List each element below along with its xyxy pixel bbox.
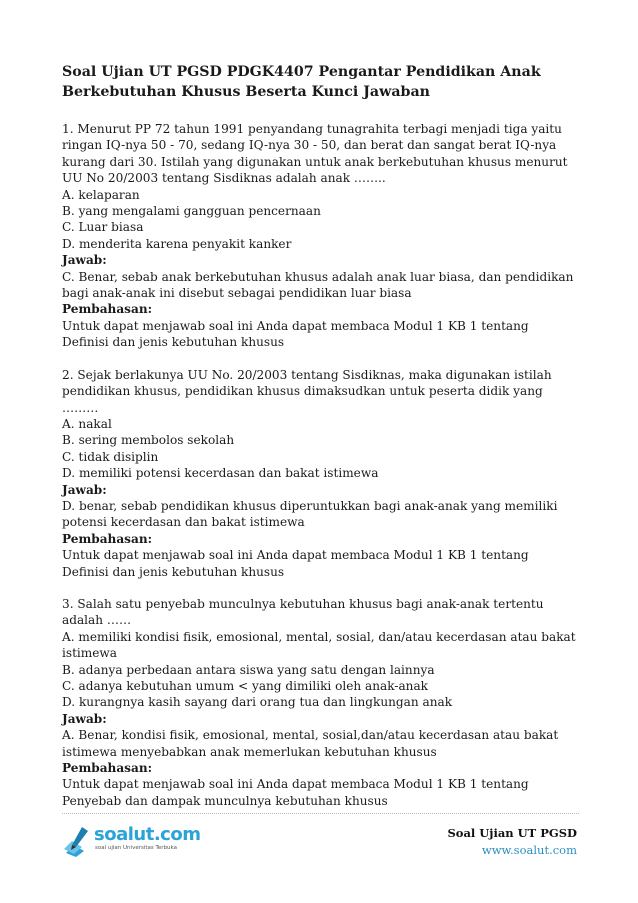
answer-label: Jawab: (62, 482, 107, 497)
option-a: A. kelaparan (62, 187, 140, 202)
question-2 (62, 367, 579, 580)
option-a: A. memiliki kondisi fisik, emosional, mental, sosial, dan/atau kecerdasan atau bakat istimewa (62, 629, 576, 661)
option-d: D. memiliki potensi kecerdasan dan bakat istimewa (62, 466, 379, 481)
answer-text: A. Benar, kondisi fisik, emosional, mental, sosial,dan/atau kecerdasan atau bakat istimewa menyebabkan anak memerlukan kebutuhan khusus (62, 728, 559, 759)
footer-brand: Soal Ujian UT PGSD (447, 826, 577, 840)
soalut-logo[interactable] (62, 823, 201, 857)
discussion-label: Pembahasan: (62, 302, 153, 317)
option-c: C. Luar biasa (62, 220, 144, 235)
option-b: B. adanya perbedaan antara siswa yang satu dengan lainnya (62, 662, 435, 677)
option-a: A. nakal (62, 416, 112, 431)
discussion-label: Pembahasan: (62, 531, 153, 546)
discussion-text: Untuk dapat menjawab soal ini Anda dapat membaca Modul 1 KB 1 tentang Penyebab dan dampak munculnya kebutuhan khusus (62, 777, 529, 808)
question-text: 3. Salah satu penyebab munculnya kebutuhan khusus bagi anak-anak tertentu adalah …… (62, 596, 544, 628)
question-1 (62, 121, 579, 351)
discussion-text: Untuk dapat menjawab soal ini Anda dapat membaca Modul 1 KB 1 tentang Definisi dan jenis kebutuhan khusus (62, 548, 529, 579)
question-text: 1. Menurut PP 72 tahun 1991 penyandang tunagrahita terbagi menjadi tiga yaitu ringan IQ-nya 50 - 70, sedang IQ-nya 30 - 50, dan berat dan sangat berat IQ-nya kurang dari 30. Istilah yang digunakan untuk anak berkebutuhan khusus menurut UU No 20/2003 tentang Sisdiknas adalah anak …….. (62, 122, 568, 186)
option-b: B. sering membolos sekolah (62, 433, 235, 448)
logo-tagline: soal ujian Universitas Terbuka (95, 845, 178, 851)
question-text: 2. Sejak berlakunya UU No. 20/2003 tentang Sisdiknas, maka digunakan istilah pendidikan khusus, pendidikan khusus dimaksudkan untuk peserta didik yang ……… (62, 367, 552, 415)
question-3 (62, 596, 579, 809)
option-c: C. tidak disiplin (62, 449, 159, 464)
footer-url-link[interactable]: www.soalut.com (481, 843, 577, 857)
answer-text: D. benar, sebab pendidikan khusus diperuntukkan bagi anak-anak yang memiliki potensi kecerdasan dan bakat istimewa (62, 498, 558, 530)
answer-label: Jawab: (62, 253, 107, 268)
document-title: Soal Ujian UT PGSD PDGK4407 Pengantar Pendidikan Anak Berkebutuhan Khusus Beserta Kunci Jawaban (62, 64, 541, 100)
option-d: D. menderita karena penyakit kanker (62, 236, 292, 251)
book-pen-icon (62, 823, 94, 857)
option-b: B. yang mengalami gangguan pencernaan (62, 204, 321, 219)
option-c: C. adanya kebutuhan umum < yang dimiliki oleh anak-anak (62, 679, 429, 693)
answer-text: C. Benar, sebab anak berkebutuhan khusus adalah anak luar biasa, dan pendidikan bagi anak-anak ini disebut sebagai pendidikan luar biasa (62, 269, 574, 301)
footer-divider (62, 813, 579, 814)
option-d: D. kurangnya kasih sayang dari orang tua dan lingkungan anak (62, 695, 453, 710)
discussion-text: Untuk dapat menjawab soal ini Anda dapat membaca Modul 1 KB 1 tentang Definisi dan jenis kebutuhan khusus (62, 318, 529, 350)
discussion-label: Pembahasan: (62, 761, 153, 776)
footer-info (447, 825, 577, 859)
answer-label: Jawab: (62, 711, 107, 726)
logo-wordmark: soalut.com (94, 824, 201, 845)
document-page (62, 62, 579, 825)
